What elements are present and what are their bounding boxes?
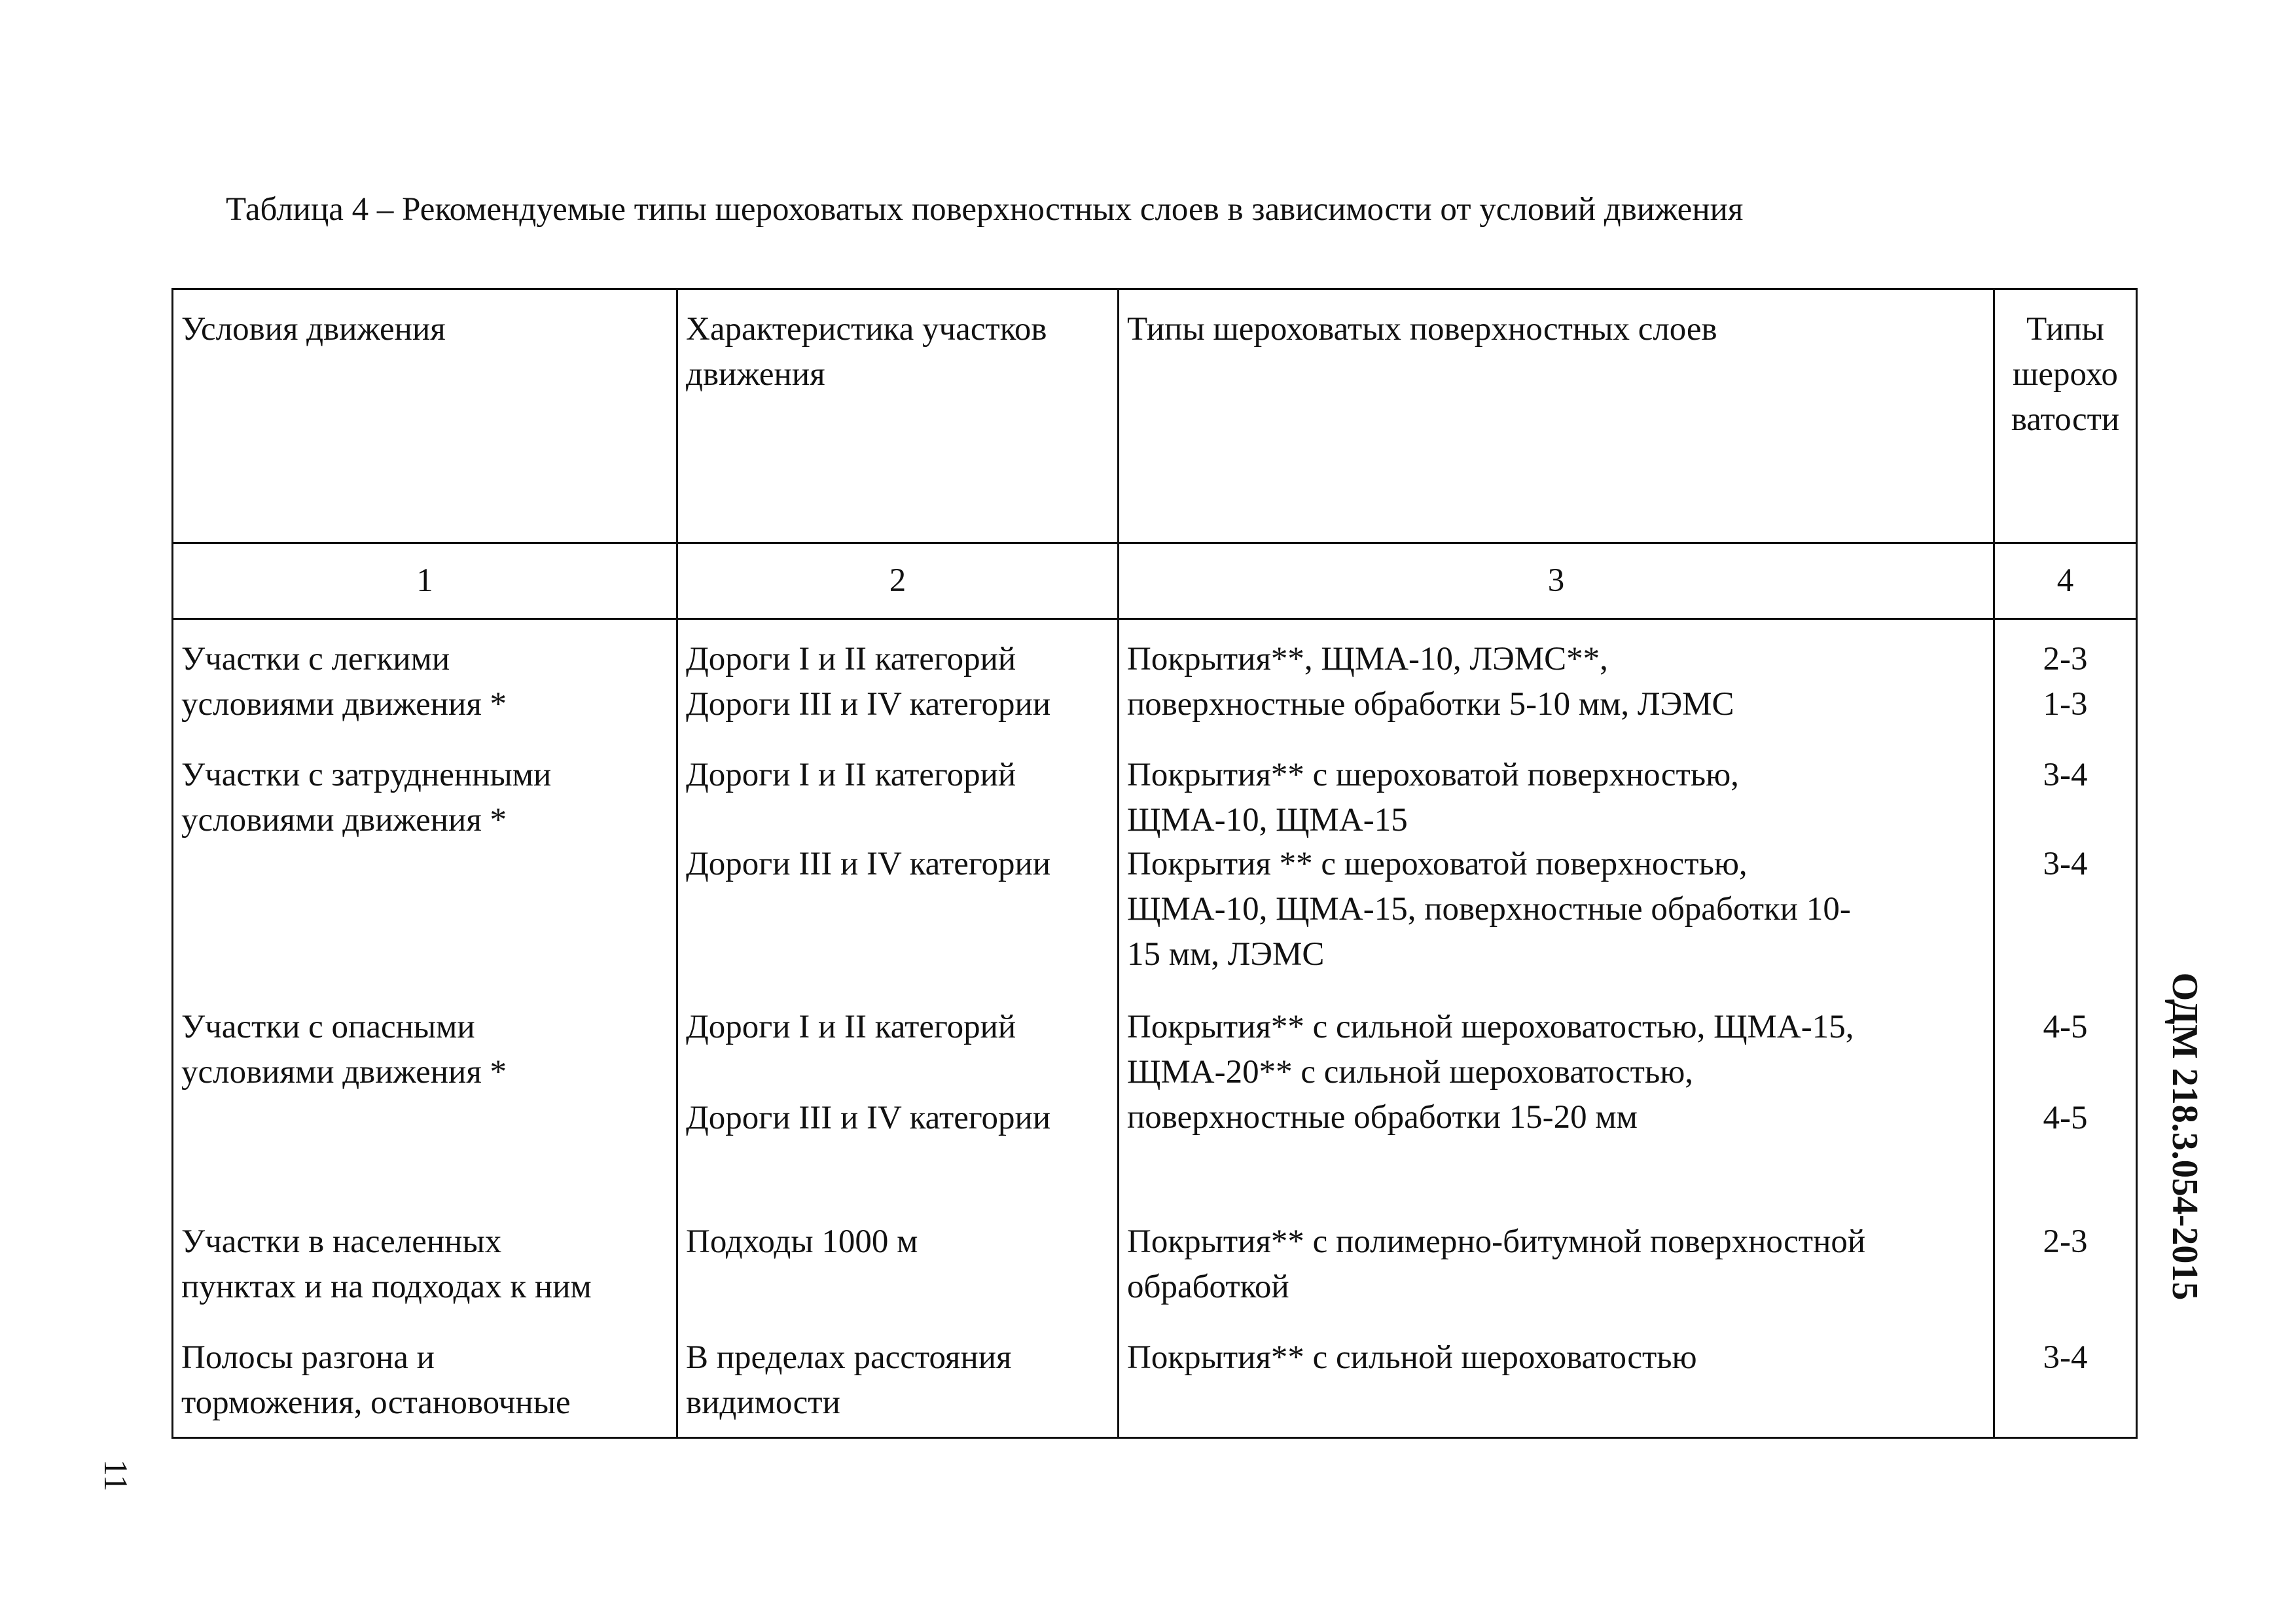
characteristic-item [686,1219,1111,1265]
surface-text: 15 мм, ЛЭМС [1127,936,1325,973]
characteristic-item [686,753,1111,798]
characteristic-item [686,842,1111,887]
column-number: 1 [173,543,677,619]
characteristics-cell [677,619,1119,1438]
roughness-item [1995,637,2136,727]
surface-item [1127,1219,1986,1310]
condition-text: Участки с легкими [181,641,450,677]
surface-item [1127,1335,1986,1380]
roughness-value: 3-4 [2043,846,2088,882]
roughness-value: 1-3 [2043,686,2088,723]
table-caption: Таблица 4 – Рекомендуемые типы шероховатых поверхностных слоев в зависимости от условий движения [226,191,1744,228]
document-code: ОДМ 218.3.054-2015 [2164,972,2205,1301]
surface-text: Покрытия ** с шероховатой поверхностью, [1127,846,1748,882]
column-number: 4 [1994,543,2137,619]
surface-item [1127,753,1986,843]
header-cell-characteristics [677,289,1119,543]
surface-text: ЩМА-10, ЩМА-15 [1127,802,1408,839]
characteristic-text: Подходы 1000 м [686,1223,918,1260]
condition-item [181,1335,670,1426]
roughness-item [1995,1096,2136,1141]
condition-item [181,1219,670,1310]
surface-text: поверхностные обработки 15-20 мм [1127,1099,1638,1136]
roughness-value: 3-4 [2043,1339,2088,1376]
condition-text: Участки с затрудненными [181,757,552,793]
characteristic-text: В пределах расстояния [686,1339,1012,1376]
characteristic-item [686,1096,1111,1141]
characteristic-text: Дороги I и II категорий [686,641,1016,677]
header-text: Условия движения [181,311,446,348]
surface-item [1127,842,1986,977]
characteristic-item [686,1335,1111,1426]
roughness-item [1995,1005,2136,1050]
condition-item [181,637,670,727]
condition-text: Полосы разгона и [181,1339,435,1376]
characteristic-item [686,1005,1111,1050]
characteristic-text: Дороги III и IV категории [686,686,1051,723]
surface-text: Покрытия** с сильной шероховатостью [1127,1339,1697,1376]
condition-text: торможения, остановочные [181,1384,571,1421]
roughness-value: 4-5 [2043,1100,2088,1136]
roughness-value: 3-4 [2043,757,2088,793]
condition-text: условиями движения * [181,1054,507,1091]
surface-text: Покрытия**, ЩМА-10, ЛЭМС**, [1127,641,1608,677]
surface-text: Покрытия** с полимерно-битумной поверхностной [1127,1223,1866,1260]
header-text: движения [686,356,825,393]
condition-text: Участки в населенных [181,1223,502,1260]
header-cell-conditions [173,289,677,543]
header-text: Типы шероховатых поверхностных слоев [1127,311,1717,348]
surface-text: обработкой [1127,1269,1289,1305]
header-cell-surface-types [1119,289,1994,543]
column-number-row [173,543,2137,619]
roughness-item [1995,1219,2136,1265]
roughness-item [1995,842,2136,887]
characteristic-item [686,637,1111,727]
header-text: Типы [2026,311,2104,348]
surface-text: ЩМА-20** с сильной шероховатостью, [1127,1054,1694,1091]
characteristic-text: Дороги III и IV категории [686,846,1051,882]
roughness-item [1995,1335,2136,1380]
roughness-cell [1994,619,2137,1438]
characteristic-text: Дороги III и IV категории [686,1100,1051,1136]
condition-text: пунктах и на подходах к ним [181,1269,592,1305]
condition-text: Участки с опасными [181,1009,475,1045]
header-text: ватости [2011,401,2120,438]
condition-item [181,753,670,843]
table-header-row [173,289,2137,543]
roughness-item [1995,753,2136,798]
characteristic-text: видимости [686,1384,840,1421]
surface-item [1127,1005,1986,1140]
roughness-value: 4-5 [2043,1009,2088,1045]
roughness-value: 2-3 [2043,641,2088,677]
header-text: шерохо [2013,356,2118,393]
roughness-table [171,288,2138,1439]
surface-text: Покрытия** с шероховатой поверхностью, [1127,757,1739,793]
table-body-row [173,619,2137,1438]
condition-text: условиями движения * [181,686,507,723]
header-text: Характеристика участков [686,311,1047,348]
characteristic-text: Дороги I и II категорий [686,1009,1016,1045]
conditions-cell [173,619,677,1438]
characteristic-text: Дороги I и II категорий [686,757,1016,793]
page-number: 11 [97,1459,134,1492]
surface-text: поверхностные обработки 5-10 мм, ЛЭМС [1127,686,1734,723]
surface-text: Покрытия** с сильной шероховатостью, ЩМА-15, [1127,1009,1854,1045]
column-number: 2 [677,543,1119,619]
column-number: 3 [1119,543,1994,619]
roughness-value: 2-3 [2043,1223,2088,1260]
condition-item [181,1005,670,1095]
condition-text: условиями движения * [181,802,507,839]
surface-item [1127,637,1986,727]
surface-text: ЩМА-10, ЩМА-15, поверхностные обработки 10- [1127,891,1851,928]
header-cell-roughness-types [1994,289,2137,543]
surfaces-cell [1119,619,1994,1438]
